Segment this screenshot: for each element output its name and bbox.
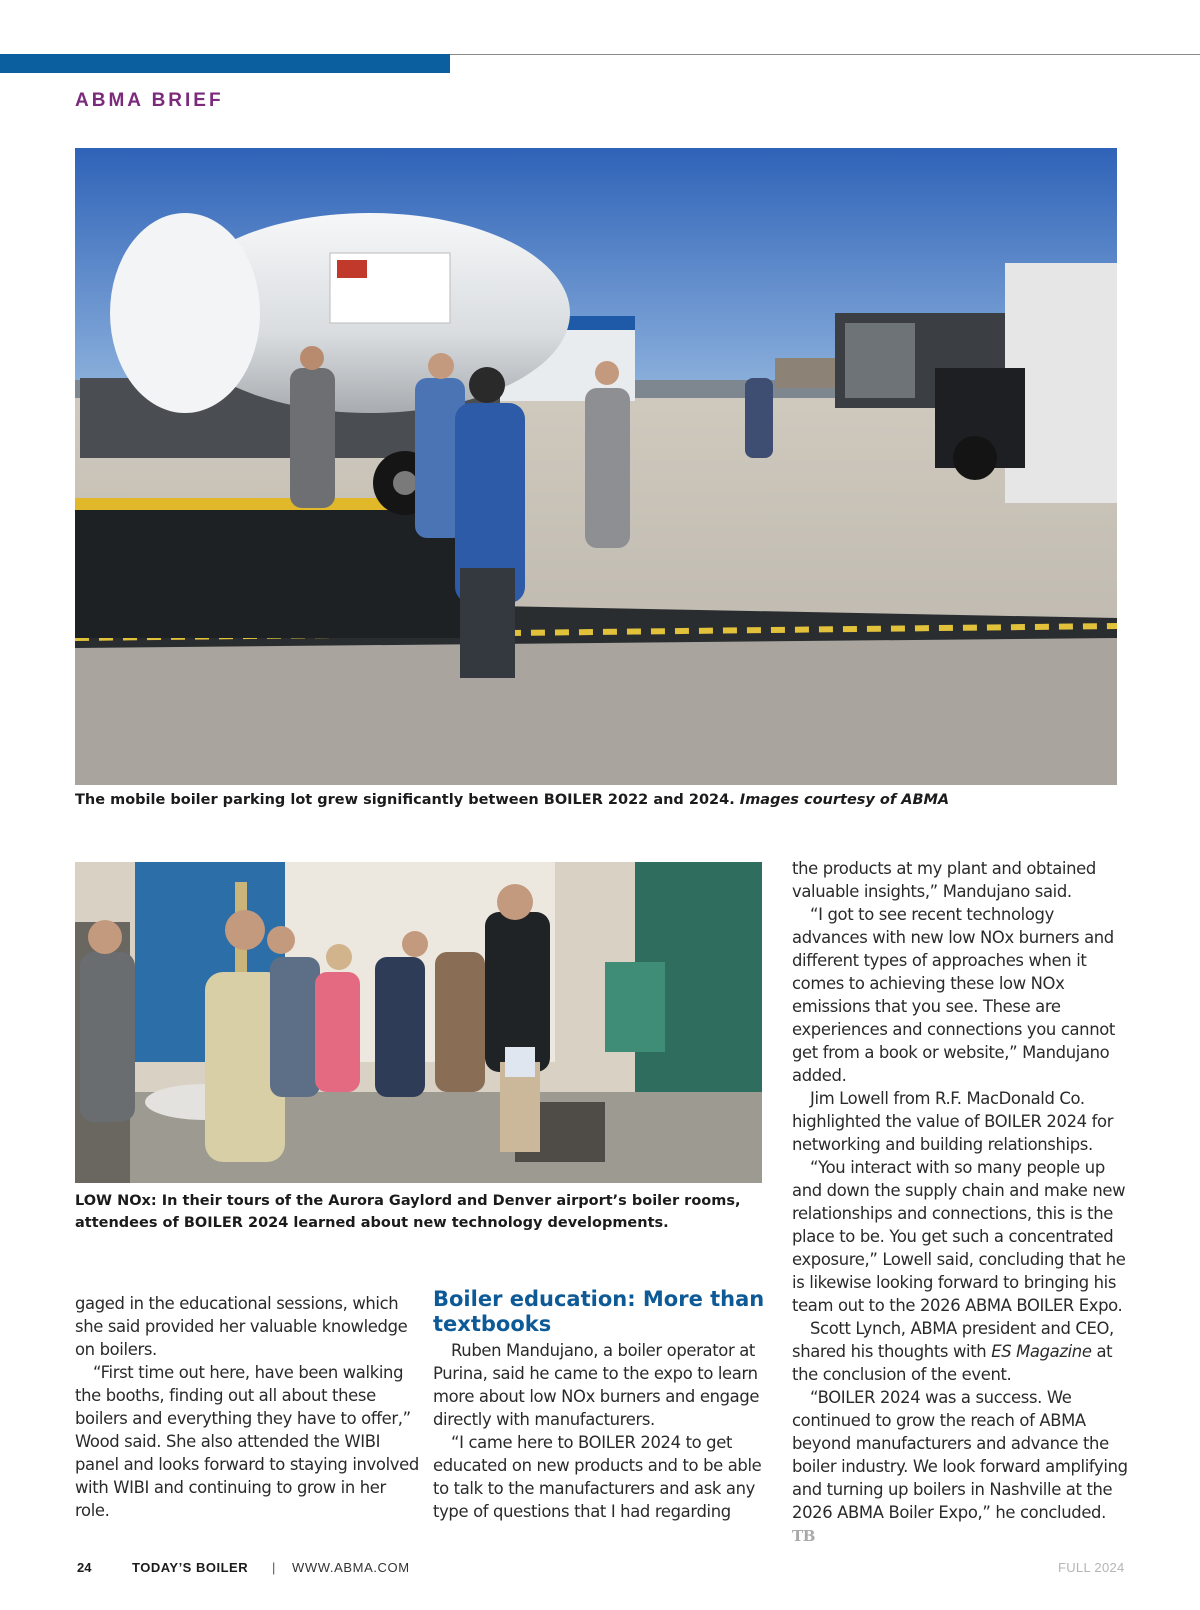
paragraph: Ruben Mandujano, a boiler operator at Purina, said he came to the expo to learn more about low NOx burners and engage directly with manufacturers. bbox=[433, 1341, 760, 1429]
issue-label: FULL 2024 bbox=[1058, 1560, 1125, 1575]
article-column-3 bbox=[792, 857, 1132, 1548]
paragraph bbox=[792, 1386, 1132, 1548]
paragraph-text: at the conclusion of the event. bbox=[792, 1342, 1113, 1384]
paragraph: “First time out here, have been walking the booths, finding out all about these boilers and everything they have to offer,” Wood said. She also attended the WIBI panel and looks forward to staying involved with WIBI and continuing to grow in her role. bbox=[75, 1363, 419, 1520]
page-number: 24 bbox=[77, 1560, 92, 1575]
section-subhead: Boiler education: More than textbooks bbox=[433, 1287, 765, 1336]
footer-separator: | bbox=[272, 1560, 276, 1575]
mobile-boiler-lot-photo bbox=[75, 148, 1117, 785]
photo-credit: Images courtesy of ABMA bbox=[739, 792, 950, 808]
paragraph-text: Scott Lynch, ABMA president and CEO, shared his thoughts with bbox=[792, 1319, 1114, 1361]
paragraph: “I got to see recent technology advances with new low NOx burners and different types of approaches when it comes to achieving these low NOx emissions that you see. These are experiences and connections you cannot get from a book or website,” Mandujano added. bbox=[792, 905, 1116, 1085]
magazine-title: ES Magazine bbox=[991, 1342, 1092, 1361]
website-link[interactable]: WWW.ABMA.COM bbox=[292, 1560, 410, 1575]
header-accent-bar bbox=[0, 54, 450, 73]
boiler-room-tour-photo bbox=[75, 862, 762, 1183]
paragraph: “You interact with so many people up and down the supply chain and make new relationships and connections, this is the place to be. You get such a concentrated exposure,” Lowell said, concluding that he is likewise looking forward to bringing his team out to the 2026 ABMA BOILER Expo. bbox=[792, 1158, 1126, 1315]
photo1-caption-text: The mobile boiler parking lot grew significantly between BOILER 2022 and 2024. bbox=[75, 792, 735, 808]
section-label: ABMA BRIEF bbox=[75, 90, 224, 111]
paragraph: “I came here to BOILER 2024 to get educated on new products and to be able to talk to the manufacturers and ask any type of questions that I had regarding bbox=[433, 1433, 762, 1521]
paragraph: the products at my plant and obtained valuable insights,” Mandujano said. bbox=[792, 859, 1096, 901]
photo1-caption bbox=[75, 789, 1135, 811]
paragraph bbox=[792, 1317, 1132, 1386]
article-column-2 bbox=[433, 1287, 773, 1523]
paragraph: Jim Lowell from R.F. MacDonald Co. highlighted the value of BOILER 2024 for networking and building relationships. bbox=[792, 1089, 1114, 1154]
paragraph-text: “BOILER 2024 was a success. We continued to grow the reach of ABMA beyond manufacturers and advance the boiler industry. We look forward amplifying and turning up boilers in Nashville at the 2026 ABMA Boiler Expo,” he concluded. bbox=[792, 1388, 1128, 1522]
article-column-1 bbox=[75, 1292, 420, 1522]
photo2-caption: LOW NOx: In their tours of the Aurora Gaylord and Denver airport’s boiler rooms, attendees of BOILER 2024 learned about new technology developments. bbox=[75, 1193, 741, 1231]
end-mark: TB bbox=[792, 1527, 816, 1545]
publication-name: TODAY’S BOILER bbox=[132, 1560, 249, 1575]
paragraph: gaged in the educational sessions, which she said provided her valuable knowledge on boilers. bbox=[75, 1294, 408, 1359]
